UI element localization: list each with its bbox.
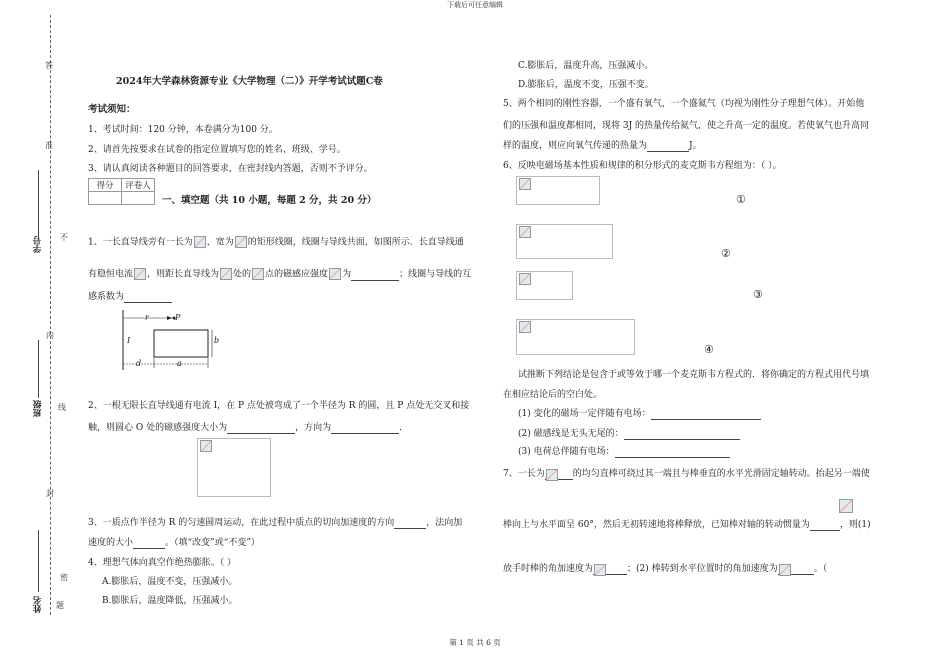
formula-image-icon [519,273,531,285]
q2-line2 [88,422,408,434]
q7-text: 。（ [813,564,828,574]
score-table [88,178,155,205]
class-field[interactable] [38,340,39,398]
q3-text: 速度的大小 [88,538,134,548]
q2-answer-blank[interactable] [331,423,399,434]
q1-answer-blank[interactable] [351,270,399,281]
q3-line1 [88,517,462,529]
q4-stem: 4、理想气体向真空作绝热膨胀。（ ） [88,558,237,568]
formula-image-icon [546,469,558,481]
q7-text: ；(2) 棒转到水平位置时的角加速度为 [627,564,778,574]
grader-cell[interactable] [122,192,155,205]
score-header: 得分 [89,179,122,192]
q7-text: 的均匀直棒可绕过其一端且与棒垂直的水平光滑固定轴转动。抬起另一端使 [572,469,870,479]
q7-line2 [503,519,871,531]
q3-line2 [88,537,260,549]
margin-char: 密 [60,573,68,582]
q5-line1: 5、两个相同的刚性容器，一个盛有氧气，一个盛氦气（均视为刚性分子理想气体）。开始他 [503,99,865,109]
equation-mark: ② [721,247,731,260]
q3-text: 。（填“改变”或“不变”） [165,538,260,548]
q1-text: 点的磁感应强度 [265,269,329,280]
q6-instruction-line1: 试推断下列结论是包含于或等效于哪一个麦克斯韦方程式的．将你确定的方程式用代号填 [518,370,870,380]
margin-char: 不 [60,233,68,242]
q6-item-1 [518,408,761,420]
section1-title: 一、填空题（共 10 小题，每题 2 分，共 20 分） [162,195,377,206]
q1-answer-blank[interactable] [124,292,172,303]
formula-image-icon [779,564,791,576]
formula-image-icon [235,236,247,248]
q6-answer-blank[interactable] [624,429,740,440]
q4-option-b: B.膨胀后，温度降低，压强减小。 [102,596,238,606]
q7-line1 [503,468,870,480]
q2-line1: 2、一根无限长直导线通有电流 I，在 P 点处被弯成了一个半径为 R 的圆，且 P 点处无交叉和接 [88,401,470,411]
equation-mark: ④ [704,343,714,356]
q3-text: 3、一质点作半径为 R 的匀速圆周运动，在此过程中质点的切向加速度的方向 [88,518,395,528]
q1-text: 的矩形线圈，线圈与导线共面，如图所示．长直导线通 [247,237,464,248]
formula-image-icon [839,499,853,513]
q5-text: J。 [689,141,702,151]
q6-item-2 [518,428,740,440]
formula-image-icon [519,226,531,238]
fig-label-p: P [175,313,181,322]
q1-text: ；线圈与导线的互 [399,269,472,280]
grader-header: 评卷人 [122,179,155,192]
notice-item: 3、请认真阅读各种题目的回答要求，在密封线内答题，否则不予评分。 [88,164,373,174]
q2-figure [197,438,271,497]
score-cell[interactable] [89,192,122,205]
margin-char: 内 [46,331,54,340]
q2-answer-blank[interactable] [227,423,295,434]
q1-text: 为 [342,269,352,280]
q4-option-a: A.膨胀后，温度不变，压强减小。 [102,577,238,587]
q1-text: 有稳恒电流 [88,269,134,280]
q2-text: ． [399,423,409,433]
q5-text: 样的温度，则应向氧气传递的热量为 [503,141,648,151]
q7-text: 7、一长为 [503,469,545,479]
margin-char: 题 [56,601,64,610]
q2-text: ，方向为 [295,423,332,433]
q7-answer-blank[interactable] [778,564,814,575]
binding-dashed-line [50,15,51,615]
margin-char: 线 [58,403,66,412]
q6-stem: 6、反映电磁场基本性质和规律的积分形式的麦克斯韦方程组为：（ ）。 [503,161,782,171]
student-id-field[interactable] [38,170,39,240]
notice-heading: 考试须知： [88,104,136,115]
class-label: 班级 [33,400,43,417]
q1-text: 1、一长直导线旁有一长为 [88,237,193,248]
q1-text: ，则距长直导线为 [147,269,220,280]
margin-char: 答 [45,61,53,70]
formula-image-icon [594,564,606,576]
fig-label-a: a [177,359,182,368]
figure-image-icon [200,440,212,452]
student-id-label: 学号 [33,236,43,253]
q4-option-d: D.膨胀后，温度不变，压强不变。 [518,80,654,90]
q5-answer-blank[interactable] [647,141,689,152]
q1-text: ，宽为 [206,237,234,248]
exam-title: 2024年大学森林资源专业《大学物理（二）》开学考试试题C卷 [116,76,383,87]
name-label: 姓名 [33,596,43,613]
fig-label-b: b [214,336,220,345]
page-footer: 第 1 页 共 6 页 [449,638,501,647]
formula-image-icon [194,236,206,248]
q1-line3 [88,291,172,303]
q6-instruction-line2: 在相应结论后的空白处。 [503,390,603,400]
fig-label-r: r [145,313,149,322]
q1-line2 [88,268,471,281]
formula-image-icon [329,268,341,280]
q7-line3 [503,563,827,575]
q1-text: 处的 [233,269,252,280]
maxwell-equation-4 [516,319,635,355]
q3-answer-blank[interactable] [133,538,165,549]
fig-label-d: d [136,359,142,368]
equation-mark: ③ [753,288,763,301]
notice-item: 2、请首先按要求在试卷的指定位置填写您的姓名、班级、学号。 [88,145,346,155]
q6-answer-blank[interactable] [615,447,730,458]
q7-formula-blank [810,520,840,531]
q1-text: 感系数为 [88,292,125,302]
q1-figure [114,308,224,372]
q6-answer-blank[interactable] [651,409,761,420]
margin-char: 准 [45,141,53,150]
formula-image-icon [252,268,264,280]
equation-mark: ① [736,193,746,206]
q5-line2: 们的压强和温度都相同，现将 3J 的热量传给氦气，使之升高一定的温度。若使氧气也升高同 [503,121,870,131]
margin-char: 封 [46,489,54,498]
formula-image-icon [519,178,531,190]
q6-item-3 [518,446,730,458]
q7-inertia-formula [838,499,854,513]
q7-text: 棒向上与水平面呈 60°，然后无初转速地将棒释放，已知棒对轴的转动惯量为 [503,520,810,530]
q6-text: (3) 电荷总伴随有电场： [518,447,615,457]
q1-line1 [88,236,464,249]
q6-text: (2) 磁感线是无头无尾的： [518,429,624,439]
q7-text: 放手时棒的角加速度为 [503,564,594,574]
q3-answer-blank[interactable] [394,518,426,529]
maxwell-equation-2 [516,224,613,259]
maxwell-equation-3 [516,271,573,300]
name-field[interactable] [38,530,39,592]
q2-text: 触，则圆心 O 处的磁感强度大小为 [88,423,228,433]
formula-image-icon [519,321,531,333]
fig-label-i: I [127,336,131,345]
formula-image-icon [220,268,232,280]
q7-formula-blank [545,469,573,480]
notice-item: 1、考试时间：120 分钟，本卷满分为100 分。 [88,125,278,135]
q5-line3 [503,140,702,152]
q4-option-c: C.膨胀后，温度升高，压强减小。 [518,61,654,71]
q3-text: ，法向加 [426,518,463,528]
q7-text: ，则(1) [839,520,871,530]
formula-image-icon [134,268,146,280]
maxwell-equation-1 [516,176,600,205]
header-note: 下载后可任意编辑 [447,1,503,9]
q7-answer-blank[interactable] [593,564,627,575]
q6-text: (1) 变化的磁场一定伴随有电场： [518,409,651,419]
